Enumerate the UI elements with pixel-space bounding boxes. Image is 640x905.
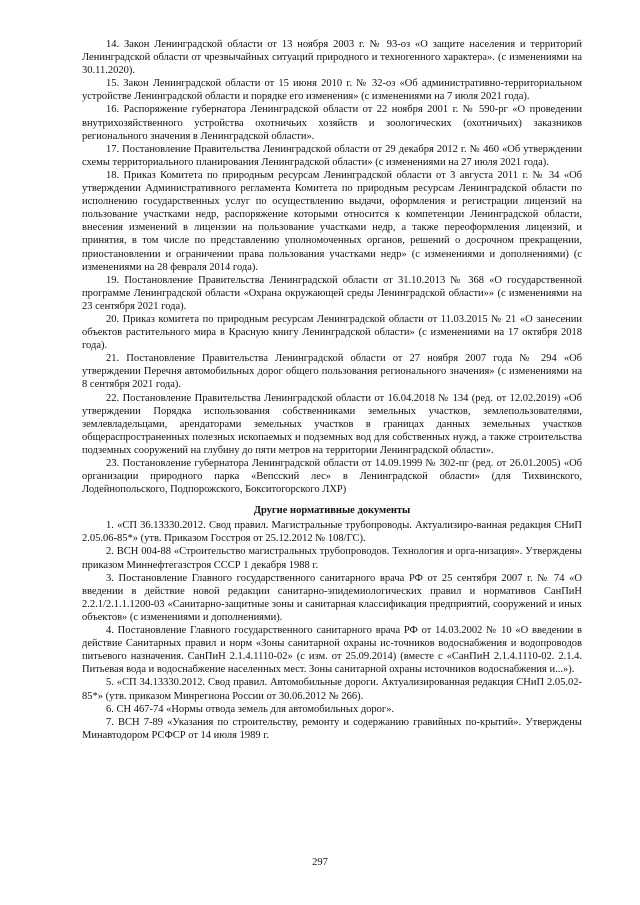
list-item: 15. Закон Ленинградской области от 15 июня 2010 г. № 32-оз «Об административно-территориальном устройстве Ленинградской области и порядке его изменения» (с изменениями на 7 июля 2021 года). [82,78,582,103]
other-documents-list [82,519,582,742]
list-item: 7. ВСН 7-89 «Указания по строительству, ремонту и содержанию гравийных по-крытий». Утверждены Минавтодором РСФСР от 14 июля 1989 г. [82,716,582,741]
list-item: 2. ВСН 004-88 «Строительство магистральных трубопроводов. Технология и орга-низация». Утверждены приказом Миннефтегазстроя СССР 1 декабря 1988 г. [82,546,582,571]
regional-laws-list [82,38,582,496]
list-item: 3. Постановление Главного государственного санитарного врача РФ от 25 сентября 2007 г. № 74 «О введении в действие новой редакции санитарно-эпидемиологических правил и нормативов СанПиН 2.2.1/2.1.1.1200-03 «Санитарно-защитные зоны и санитарная классификация предприятий, сооружений и иных объектов» (с изменениями и дополнениями). [82,572,582,623]
list-item: 18. Приказ Комитета по природным ресурсам Ленинградской области от 3 августа 2011 г. № 34 «Об утверждении Административного регламента Комитета по природным ресурсам Ленинградской области по исполнению государственных услуг по осуществлению выдачи, оформления и регистрации лицензий на пользование участками недр, распоряжение которыми относится к компетенции Ленинградской области, внесения изменений в лицензии на пользование участками недр, а также переоформления лицензий, и принятия, в том числе по представлению уполномоченных органов, решений о досрочном прекращении, приостановлении и ограничении права пользования участками недр» (с изменениями и дополнениями) (с изменениями на 28 февраля 2014 года). [82,169,582,273]
list-item: 23. Постановление губернатора Ленинградской области от 14.09.1999 № 302-пг (ред. от 26.01.2005) «Об организации природного парка «Вепсский лес» в Ленинградской области» (для Тихвинского, Лодейнопольского, Подпорожского, Бокситогорского ЛХР) [82,458,582,496]
list-item: 14. Закон Ленинградской области от 13 ноября 2003 г. № 93-оз «О защите населения и территорий Ленинградской области от чрезвычайных ситуаций природного и техногенного характера». (с изменениями на 30.11.2020). [82,39,582,77]
list-item: 16. Распоряжение губернатора Ленинградской области от 22 ноября 2001 г. № 590-рг «О проведении внутрихозяйственного устройства охотничьих хозяйств и зоологических (охотничьих) заказников регионального значения в Ленинградской области». [82,104,582,142]
list-item: 5. «СП 34.13330.2012. Свод правил. Автомобильные дороги. Актуализированная редакция СНиП 2.05.02-85*» (утв. приказом Минрегиона России от 30.06.2012 № 266). [82,677,582,702]
list-item: 1. «СП 36.13330.2012. Свод правил. Магистральные трубопроводы. Актуализиро-ванная редакция СНиП 2.05.06-85*» (утв. Приказом Госстроя от 25.12.2012 № 108/ГС). [82,520,582,545]
list-item: 20. Приказ комитета по природным ресурсам Ленинградской области от 11.03.2015 № 21 «О занесении объектов растительного мира в Красную книгу Ленинградской области» (с изменениями на 17 октября 2018 года). [82,313,582,352]
list-item: 6. СН 467-74 «Нормы отвода земель для автомобильных дорог». [106,703,395,715]
page-number: 297 [312,857,328,868]
list-item: 19. Постановление Правительства Ленинградской области от 31.10.2013 № 368 «О государственной программе Ленинградской области «Охрана окружающей среды Ленинградской области»» (с изменениями на 23 сентября 2021 года). [82,274,582,312]
list-item: 4. Постановление Главного государственного санитарного врача РФ от 14.03.2002 № 10 «О введении в действие Санитарных правил и норм «Зоны санитарной охраны ис-точников водоснабжения и водопроводов питьевого назначения. СанПиН 2.1.4.1110-02» (с изм. от 25.09.2014) (вместе с «СанПиН 2.1.4.1110-02. 2.1.4. Питьевая вода и водоснабжение населенных мест. Зоны санитарной охраны источников водоснабжения и...»). [82,625,582,676]
list-item: 22. Постановление Правительства Ленинградской области от 16.04.2018 № 134 (ред. от 12.02.2019) «Об утверждении Порядка использования собственниками земельных участков, землепользователями, землевладельцами, арендаторами земельных участков в границах данных земельных участков общераспространенных полезных ископаемых и подземных вод для собственных нужд, а также строительства подземных сооружений на глубину до пяти метров на территории Ленинградской области». [82,392,582,456]
section-heading: Другие нормативные документы [253,505,411,517]
page-content [82,38,582,742]
list-item: 17. Постановление Правительства Ленинградской области от 29 декабря 2012 г. № 460 «Об утверждении схемы территориального планирования Ленинградской области» (с изменениями на 27 июля 2021 года). [82,143,582,168]
list-item: 21. Постановление Правительства Ленинградской области от 27 ноября 2007 года № 294 «Об утверждении Перечня автомобильных дорог общего пользования регионального значения» (с изменениями на 8 сентября 2021 года). [82,353,582,391]
